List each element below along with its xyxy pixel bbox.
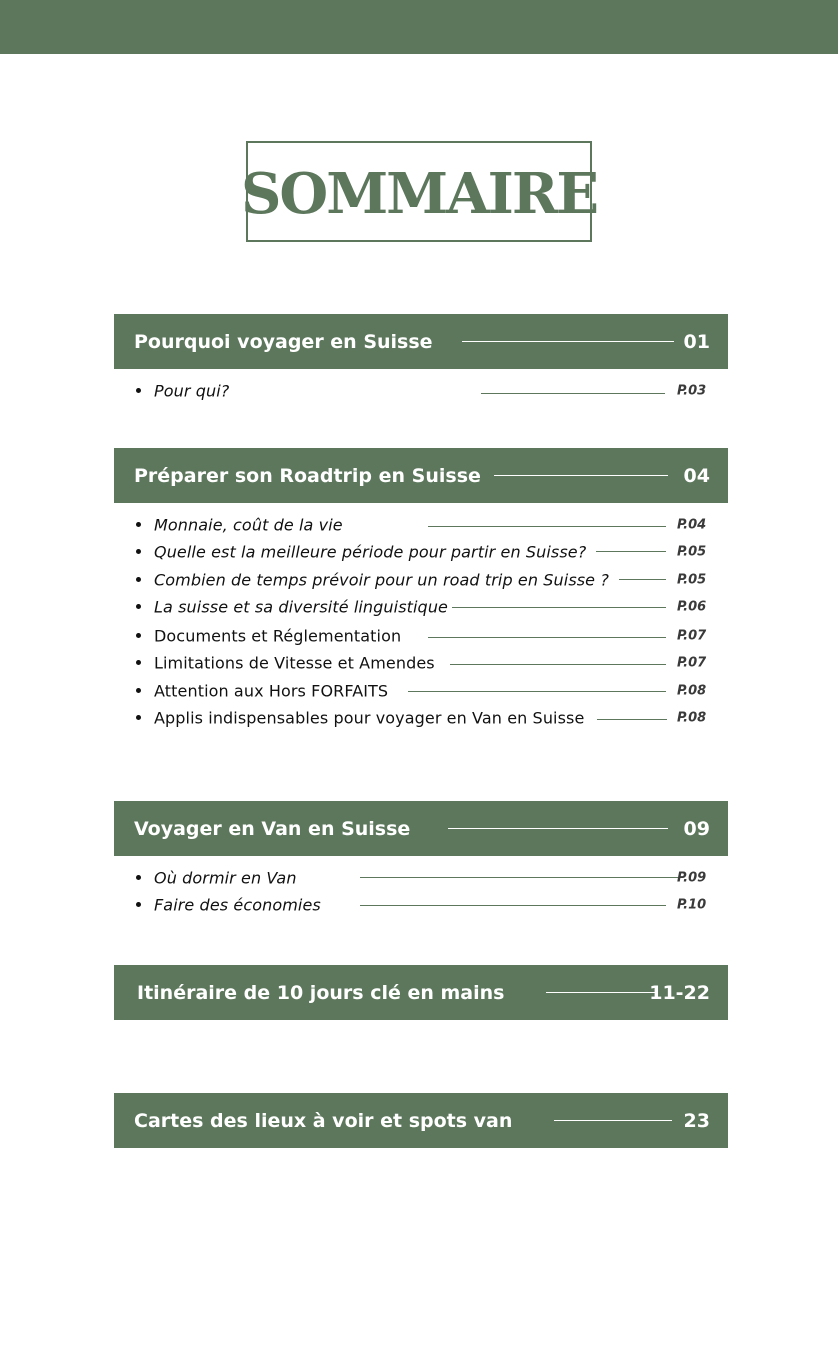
item-page: P.05 bbox=[677, 572, 707, 588]
item-label: Combien de temps prévoir pour un road trip en Suisse ? bbox=[154, 570, 609, 590]
toc-item[interactable] bbox=[134, 650, 724, 676]
leader-line bbox=[481, 393, 665, 394]
bullet bbox=[136, 522, 141, 527]
item-label: Quelle est la meilleure période pour partir en Suisse? bbox=[154, 542, 587, 562]
item-label: Limitations de Vitesse et Amendes bbox=[154, 653, 435, 673]
toc-item[interactable] bbox=[134, 678, 724, 704]
leader-line bbox=[619, 579, 666, 580]
section-header-voyager[interactable] bbox=[114, 801, 728, 856]
leader-line bbox=[546, 992, 656, 993]
leader-line bbox=[428, 637, 666, 638]
section-header-pourquoi[interactable] bbox=[114, 314, 728, 369]
leader-line bbox=[494, 475, 668, 476]
toc-item[interactable] bbox=[134, 623, 724, 649]
bullet bbox=[136, 633, 141, 638]
item-label: Monnaie, coût de la vie bbox=[154, 515, 343, 535]
leader-line bbox=[554, 1120, 672, 1121]
section-header-preparer[interactable] bbox=[114, 448, 728, 503]
item-label: Où dormir en Van bbox=[154, 868, 297, 888]
item-label: Applis indispensables pour voyager en Van en Suisse bbox=[154, 708, 585, 728]
section-title: Préparer son Roadtrip en Suisse bbox=[134, 464, 481, 487]
leader-line bbox=[360, 877, 678, 878]
item-page: P.06 bbox=[677, 599, 707, 615]
leader-line bbox=[448, 828, 668, 829]
bullet bbox=[136, 604, 141, 609]
toc-item[interactable] bbox=[134, 594, 724, 620]
bullet bbox=[136, 688, 141, 693]
item-label: Faire des économies bbox=[154, 895, 321, 915]
bullet bbox=[136, 577, 141, 582]
item-page: P.08 bbox=[677, 683, 707, 699]
section-header-itineraire[interactable] bbox=[114, 965, 728, 1020]
item-page: P.07 bbox=[677, 628, 707, 644]
leader-line bbox=[462, 341, 674, 342]
leader-line bbox=[408, 691, 666, 692]
toc-item[interactable] bbox=[134, 865, 724, 891]
bullet bbox=[136, 902, 141, 907]
toc-item[interactable] bbox=[134, 892, 724, 918]
section-number: 01 bbox=[683, 330, 710, 353]
bullet bbox=[136, 715, 141, 720]
section-number: 04 bbox=[683, 464, 710, 487]
section-number: 11-22 bbox=[649, 981, 710, 1004]
bullet bbox=[136, 388, 141, 393]
leader-line bbox=[360, 905, 666, 906]
section-title: Cartes des lieux à voir et spots van bbox=[134, 1109, 513, 1132]
bullet bbox=[136, 875, 141, 880]
bullet bbox=[136, 549, 141, 554]
item-page: P.08 bbox=[677, 710, 707, 726]
toc-item[interactable] bbox=[134, 705, 724, 731]
page-title: SOMMAIRE bbox=[240, 160, 598, 227]
toc-item[interactable] bbox=[134, 539, 724, 565]
item-label: Documents et Réglementation bbox=[154, 626, 402, 646]
top-banner bbox=[0, 0, 838, 54]
item-page: P.03 bbox=[677, 383, 707, 399]
section-title: Voyager en Van en Suisse bbox=[134, 817, 411, 840]
section-title: Itinéraire de 10 jours clé en mains bbox=[137, 981, 505, 1004]
bullet bbox=[136, 660, 141, 665]
item-page: P.09 bbox=[677, 870, 707, 886]
leader-line bbox=[452, 607, 666, 608]
toc-item[interactable] bbox=[134, 378, 724, 404]
section-number: 23 bbox=[683, 1109, 710, 1132]
item-label: Attention aux Hors FORFAITS bbox=[154, 681, 389, 701]
item-page: P.05 bbox=[677, 544, 707, 560]
section-header-cartes[interactable] bbox=[114, 1093, 728, 1148]
section-number: 09 bbox=[683, 817, 710, 840]
leader-line bbox=[597, 719, 667, 720]
item-page: P.10 bbox=[677, 897, 707, 913]
title-frame bbox=[240, 141, 598, 242]
toc-item[interactable] bbox=[134, 567, 724, 593]
leader-line bbox=[596, 551, 666, 552]
leader-line bbox=[428, 526, 666, 527]
section-title: Pourquoi voyager en Suisse bbox=[134, 330, 433, 353]
leader-line bbox=[450, 664, 666, 665]
item-page: P.07 bbox=[677, 655, 707, 671]
item-label: Pour qui? bbox=[154, 381, 230, 401]
item-label: La suisse et sa diversité linguistique bbox=[154, 597, 449, 617]
toc-item[interactable] bbox=[134, 512, 724, 538]
item-page: P.04 bbox=[677, 517, 707, 533]
